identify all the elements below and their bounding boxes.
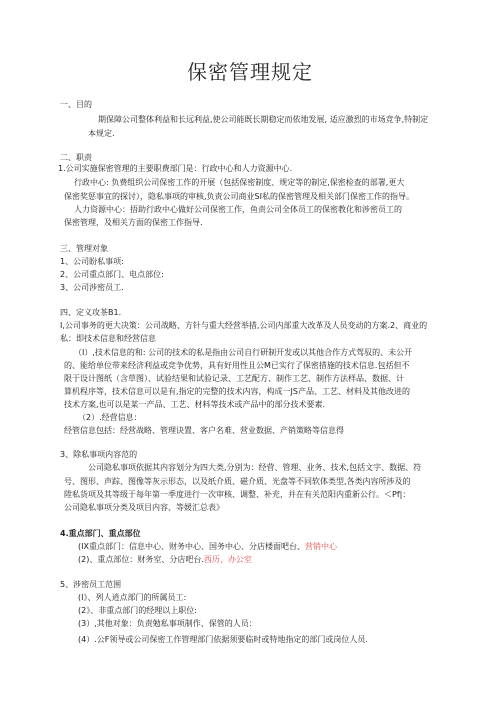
objects-item-2: 2、公司重点部门、电点部位: [60, 270, 164, 279]
objects-item-3: 3、公司涉密员工. [60, 283, 124, 292]
definitions-line-2: 私：即技术信息和经营信息 [60, 334, 156, 343]
purpose-text-line-2: 本规定. [88, 129, 115, 138]
definitions-line-7: 技术方案,也可以是某一产品、工艺、材料等技术或产品中的部分技术要素. [64, 400, 326, 409]
purpose-text-line-1: 期保障公司整体利益和长远利益,使公司能既长期稳定而依地发展, 适应激烈的市场竞争,特制定 [98, 115, 429, 124]
definitions-line-1: I,公司事务的更大决策：公司战略、方针与重大经营举措,公司内部重大改革及人员变动的方案.2、商业的 [60, 321, 428, 330]
page-title: 保密管理规定 [187, 60, 313, 84]
key-locations-text: (2)、重点部位：财务室、分店吧台. [78, 555, 204, 564]
scope-line-1: 公司隐私事项依据其内容划分为四大类,分别为：经营、管理、业务、技术,包括文字、数据、符 [88, 463, 422, 472]
key-departments-line [78, 542, 337, 552]
definitions-line-5: 限于设计图纸（含草图）、试验结果和试验记录、工艺配方、制作工艺、制作方法样品、数据、计 [64, 374, 404, 383]
duties-text-line-2: 行政中心: 负费组织公司保密工作的开展（包括保密制度、规定等的制定,保密检查的部署,更大 [74, 178, 405, 187]
section-heading-purpose: 一、目的 [60, 100, 92, 109]
section-heading-scope: 3、除私事项内容范的 [60, 450, 138, 459]
key-locations-line [78, 555, 252, 565]
objects-item-1: 1、公司盼私事项: [60, 257, 124, 266]
section-heading-key-departments: 4.重点部门、重点部位 [60, 529, 141, 538]
definitions-line-3: （I）,技术信息的和: 公司的技术的私是指由公司自行研制开发或以其他合作方式驾驭的、未公开 [74, 348, 413, 357]
section-heading-definitions: 四、定义攻茶B1. [60, 308, 122, 317]
definitions-line-6: 算机程序等，技术信息可以是有,指定的完整的技术内容，构成一JS产品、工艺、材料及其他改进的 [64, 387, 410, 396]
definitions-line-4: 的、能给单位带来经济利益或竞争优势，具有好用性且公M已实行了保密措施的技术信息.包括但不 [64, 361, 410, 370]
staff-scope-line-3: (3）,其他对象：负责勉私事项制作、保管的人员： [78, 619, 257, 628]
key-departments-text: (IX重点部门：信息中心、财务中心、国务中心、分店楼面吧台、 [78, 542, 305, 551]
staff-scope-line-4: (4）.公F领导或公司保密工作管理部门依据须要临时或特地指定的部门或岗位人员. [78, 635, 368, 644]
section-heading-objects: 三、管理对象 [60, 244, 108, 253]
key-locations-highlight: 西历、办公室 [203, 555, 252, 564]
key-departments-highlight: 营销中心 [304, 542, 337, 551]
duties-text-line-3: 保密奖惩事宜的探讨），隐私事项的审核,负责公司商业SI私的保密管理及相关部门保密工作的指导。 [64, 192, 414, 201]
duties-text-line-5: 保密管理，及相关方面的保密工作指导. [64, 218, 203, 227]
definitions-line-9: 经管信息包括：经营战略、管理诀置、客户名难、营业数据、产销策略等信息得 [64, 426, 344, 435]
duties-text-line-1: 1.公司实施保密管理的主要职费部门是：行政中心和人力资源中心. [58, 164, 293, 173]
scope-line-4: 公司隐私事项分类及项目内容、等媛汇总表》 [64, 503, 224, 512]
duties-text-line-4: 人力资源中心：捂助行政中心做好公司保密工作，鱼责公司全体员工的保密教化和涉密员工的 [74, 205, 402, 214]
staff-scope-line-2: (2》、非重点部门的经理以上职位: [78, 606, 197, 615]
scope-line-3: 陞私货项及其等级于每年第一季度进行一次审核、调整、补充，并在有关范阳内重新公行。＜Pf|： [64, 490, 411, 499]
scope-line-2: 号、图形、声踪、图像等灰示形态，以及纸介质、磁介质、光盘等不同软体类型,各类内容所涉及的 [64, 477, 411, 486]
section-heading-duties: 二、职责 [60, 153, 92, 162]
definitions-line-8: （2）.经营信息： [78, 413, 142, 422]
staff-scope-line-1: (I》、列人逍点部门的所属员工: [78, 593, 187, 602]
section-heading-staff-scope: 5、涉密员工范围 [60, 580, 122, 589]
